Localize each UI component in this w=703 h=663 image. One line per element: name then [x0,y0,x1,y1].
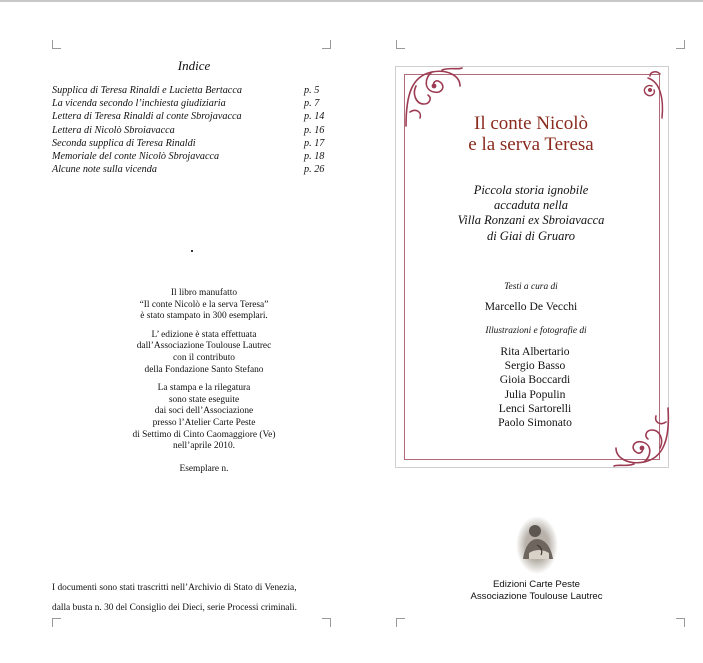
toc-entry [52,84,330,97]
artist-list [395,345,675,430]
crop-mark [396,618,405,627]
archive-note-line: dalla busta n. 30 del Consiglio dei Dieci, serie Processi criminali. [52,603,297,613]
book-title-line: e la serva Teresa [468,134,594,155]
colophon-line: con il contributo [173,352,235,363]
archive-note-line: I documenti sono stati trascritti nell’Archivio di Stato di Venezia, [52,583,297,593]
crop-mark [322,618,331,627]
toc-entry-page: p. 26 [304,164,325,176]
toc-entry-page: p. 7 [304,98,320,110]
toc-entry [52,97,330,110]
toc-entry-title: Memoriale del conte Nicolò Sbrojavacca [52,150,220,162]
toc-entry-title: Lettera di Teresa Rinaldi al conte Sbrojavacca [52,111,242,123]
table-of-contents [52,84,330,176]
texts-by-label: Testi a cura di [504,282,558,292]
crop-mark [396,40,405,49]
toc-entry-title: La vicenda secondo l’inchiesta giudiziaria [52,98,226,110]
book-title-line: Il conte Nicolò [474,113,588,134]
book-subtitle-line: Piccola storia ignobile [473,183,589,197]
toc-entry-title: Lettera di Nicolò Sbroiavacca [52,124,175,136]
crop-mark [52,618,61,627]
crop-mark [322,40,331,49]
colophon [94,288,314,482]
artist-name: Rita Albertario [500,345,570,358]
colophon-line: è stato stampato in 300 esemplari. [140,311,268,322]
colophon-line: sono state eseguite [168,394,240,405]
toc-entry [52,163,330,176]
colophon-printing [94,383,314,453]
colophon-print-run [94,288,314,323]
toc-entry-page: p. 16 [304,124,325,136]
toc-entry-title: Supplica di Teresa Rinaldi e Lucietta Bertacca [52,85,242,96]
colophon-line: presso l’Atelier Carte Peste [152,417,256,428]
toc-entry-page: p. 14 [304,111,325,123]
toc-entry [52,110,330,123]
artist-name: Sergio Basso [504,359,566,373]
colophon-line: di Settimo di Cinto Caomaggiore (Ve) [132,429,276,440]
artist-name: Gioia Boccardi [499,373,571,387]
book-subtitle-line: Villa Ronzani ex Sbroiavacca [457,213,605,228]
book-subtitle-line: accaduta nella [494,198,568,213]
crop-mark [52,40,61,49]
publisher-name: Edizioni Carte Peste [493,579,580,590]
colophon-edition [94,330,314,376]
crop-mark [676,618,685,627]
illustrations-label: Illustrazioni e fotografie di [485,326,587,336]
toc-entry-page: p. 18 [304,150,325,162]
stray-dot [191,250,193,252]
book-subtitle [395,183,667,244]
toc-entry [52,137,330,150]
crop-mark [676,40,685,49]
book-subtitle-line: di Giai di Gruaro [486,228,576,243]
colophon-line: Esemplare n. [179,463,229,474]
editor-name: Marcello De Vecchi [484,300,578,313]
artist-name: Julia Populin [504,387,566,401]
colophon-line: “Il conte Nicolò e la serva Teresa” [139,299,269,310]
artist-name: Lenci Sartorelli [498,401,572,415]
toc-entry-page: p. 5 [304,85,320,96]
colophon-line: della Fondazione Santo Stefano [144,364,264,375]
publisher-logo-medallion [515,515,559,575]
colophon-copy-number [94,464,314,476]
toc-entry-page: p. 17 [304,137,325,149]
colophon-line: dai soci dell’Associazione [154,406,254,417]
toc-entry-title: Seconda supplica di Teresa Rinaldi [52,137,196,149]
toc-entry [52,150,330,163]
colophon-line: dall’Associazione Toulouse Lautrec [136,341,272,352]
book-title [395,113,667,155]
toc-entry-title: Alcune note sulla vicenda [52,164,157,176]
publisher-block [455,579,618,603]
toc-entry [52,124,330,137]
publisher-association: Associazione Toulouse Lautrec [470,591,603,602]
colophon-line: nell’aprile 2010. [173,441,235,452]
artist-name: Paolo Simonato [498,416,572,430]
colophon-line: La stampa e la rilegatura [157,383,251,394]
index-title: Indice [177,58,211,73]
colophon-line: Il libro manufatto [170,288,238,298]
colophon-line: L’ edizione è stata effettuata [151,329,257,340]
